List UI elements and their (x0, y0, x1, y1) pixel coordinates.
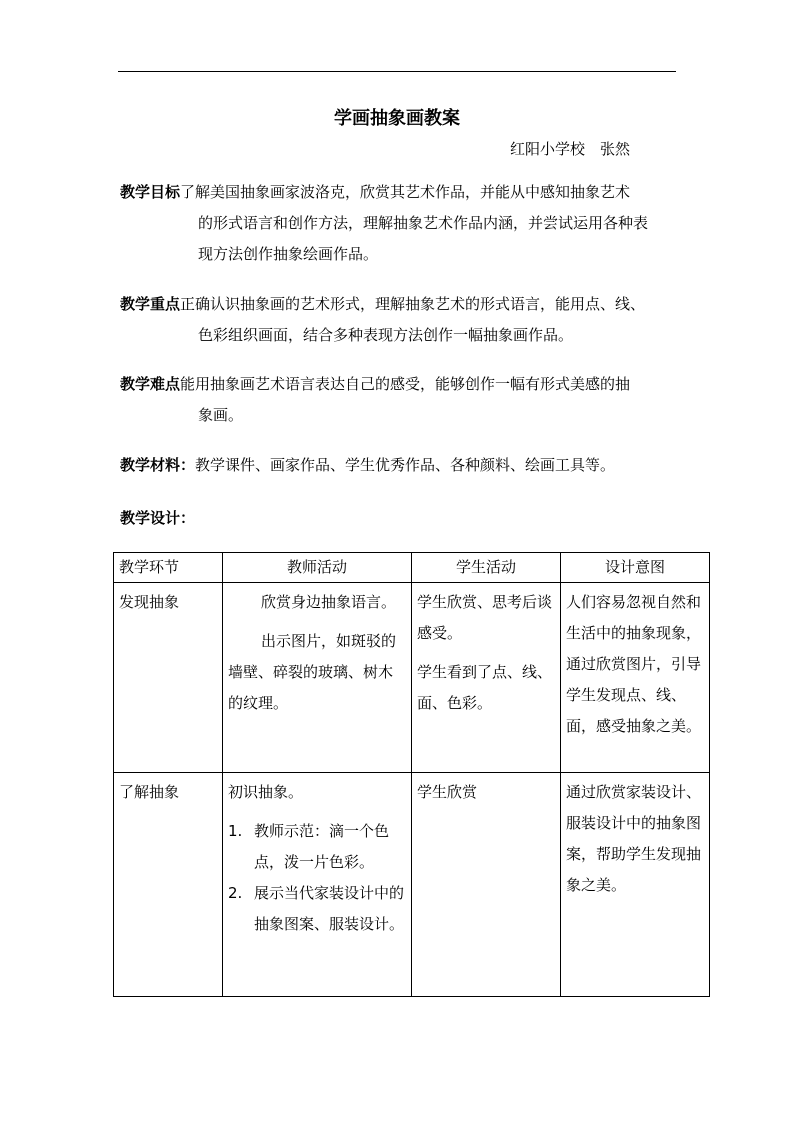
section-line: 现方法创作抽象绘画作品。 (198, 245, 379, 263)
teacher-activity-text: 出示图片，如斑驳的墙壁、碎裂的玻璃、树木的纹理。 (228, 632, 397, 712)
teacher-activity-text: 初识抽象。 (228, 783, 304, 801)
design-intent-cell: 人们容易忽视自然和生活中的抽象现象，通过欣赏图片，引导学生发现点、线、面，感受抽象之美。 (561, 583, 710, 773)
section-difficulties (120, 369, 680, 431)
section-design (120, 503, 680, 534)
section-text: 教学课件、画家作品、学生优秀作品、各种颜料、绘画工具等。 (195, 456, 616, 474)
section-text: 正确认识抽象画的艺术形式，理解抽象艺术的形式语言，能用点、线、 (180, 295, 646, 313)
table-header-cell: 设计意图 (561, 553, 710, 583)
section-label: 教学目标 (120, 183, 181, 201)
section-line: 的形式语言和创作方法，理解抽象艺术作品内涵，并尝试运用各种表 (198, 214, 649, 232)
section-label: 教学重点 (120, 295, 181, 313)
section-materials (120, 450, 680, 481)
teacher-activity-cell (223, 773, 412, 997)
student-activity-text: 学生看到了点、线、面、色彩。 (417, 663, 553, 712)
student-activity-cell (412, 583, 561, 773)
list-item (228, 878, 406, 940)
author-line: 红阳小学校 张然 (510, 140, 631, 158)
section-label: 教学材料： (120, 456, 196, 474)
table-header-row (114, 553, 710, 583)
teacher-activity-cell (223, 583, 412, 773)
design-intent-cell: 通过欣赏家装设计、服装设计中的抽象图案，帮助学生发现抽象之美。 (561, 773, 710, 997)
student-activity-text: 学生欣赏、思考后谈感受。 (417, 593, 553, 642)
stage-cell: 了解抽象 (114, 773, 223, 997)
list-number: 2. (228, 884, 243, 902)
table-header-cell: 教师活动 (223, 553, 412, 583)
teacher-steps-list (228, 816, 406, 940)
table-header-cell: 教学环节 (114, 553, 223, 583)
header-rule (118, 71, 676, 72)
section-key-points (120, 289, 680, 351)
table-row (114, 583, 710, 773)
list-item (228, 816, 406, 878)
lesson-plan-table (113, 552, 710, 997)
section-objectives (120, 177, 680, 270)
teacher-activity-text: 欣赏身边抽象语言。 (261, 593, 397, 611)
list-item-text: 展示当代家装设计中的抽象图案、服装设计。 (254, 884, 405, 933)
stage-cell: 发现抽象 (114, 583, 223, 773)
list-item-text: 教师示范：滴一个色点，泼一片色彩。 (254, 822, 390, 871)
document-title: 学画抽象画教案 (334, 108, 460, 129)
table-header-cell: 学生活动 (412, 553, 561, 583)
section-label: 教学设计： (120, 509, 196, 527)
section-label: 教学难点 (120, 375, 181, 393)
table-row (114, 773, 710, 997)
student-activity-cell: 学生欣赏 (412, 773, 561, 997)
section-text: 能用抽象画艺术语言表达自己的感受，能够创作一幅有形式美感的抽 (180, 375, 631, 393)
section-line: 象画。 (198, 406, 244, 424)
list-number: 1. (228, 822, 243, 840)
section-text: 了解美国抽象画家波洛克，欣赏其艺术作品，并能从中感知抽象艺术 (180, 183, 631, 201)
section-line: 色彩组织画面，结合多种表现方法创作一幅抽象画作品。 (198, 326, 574, 344)
